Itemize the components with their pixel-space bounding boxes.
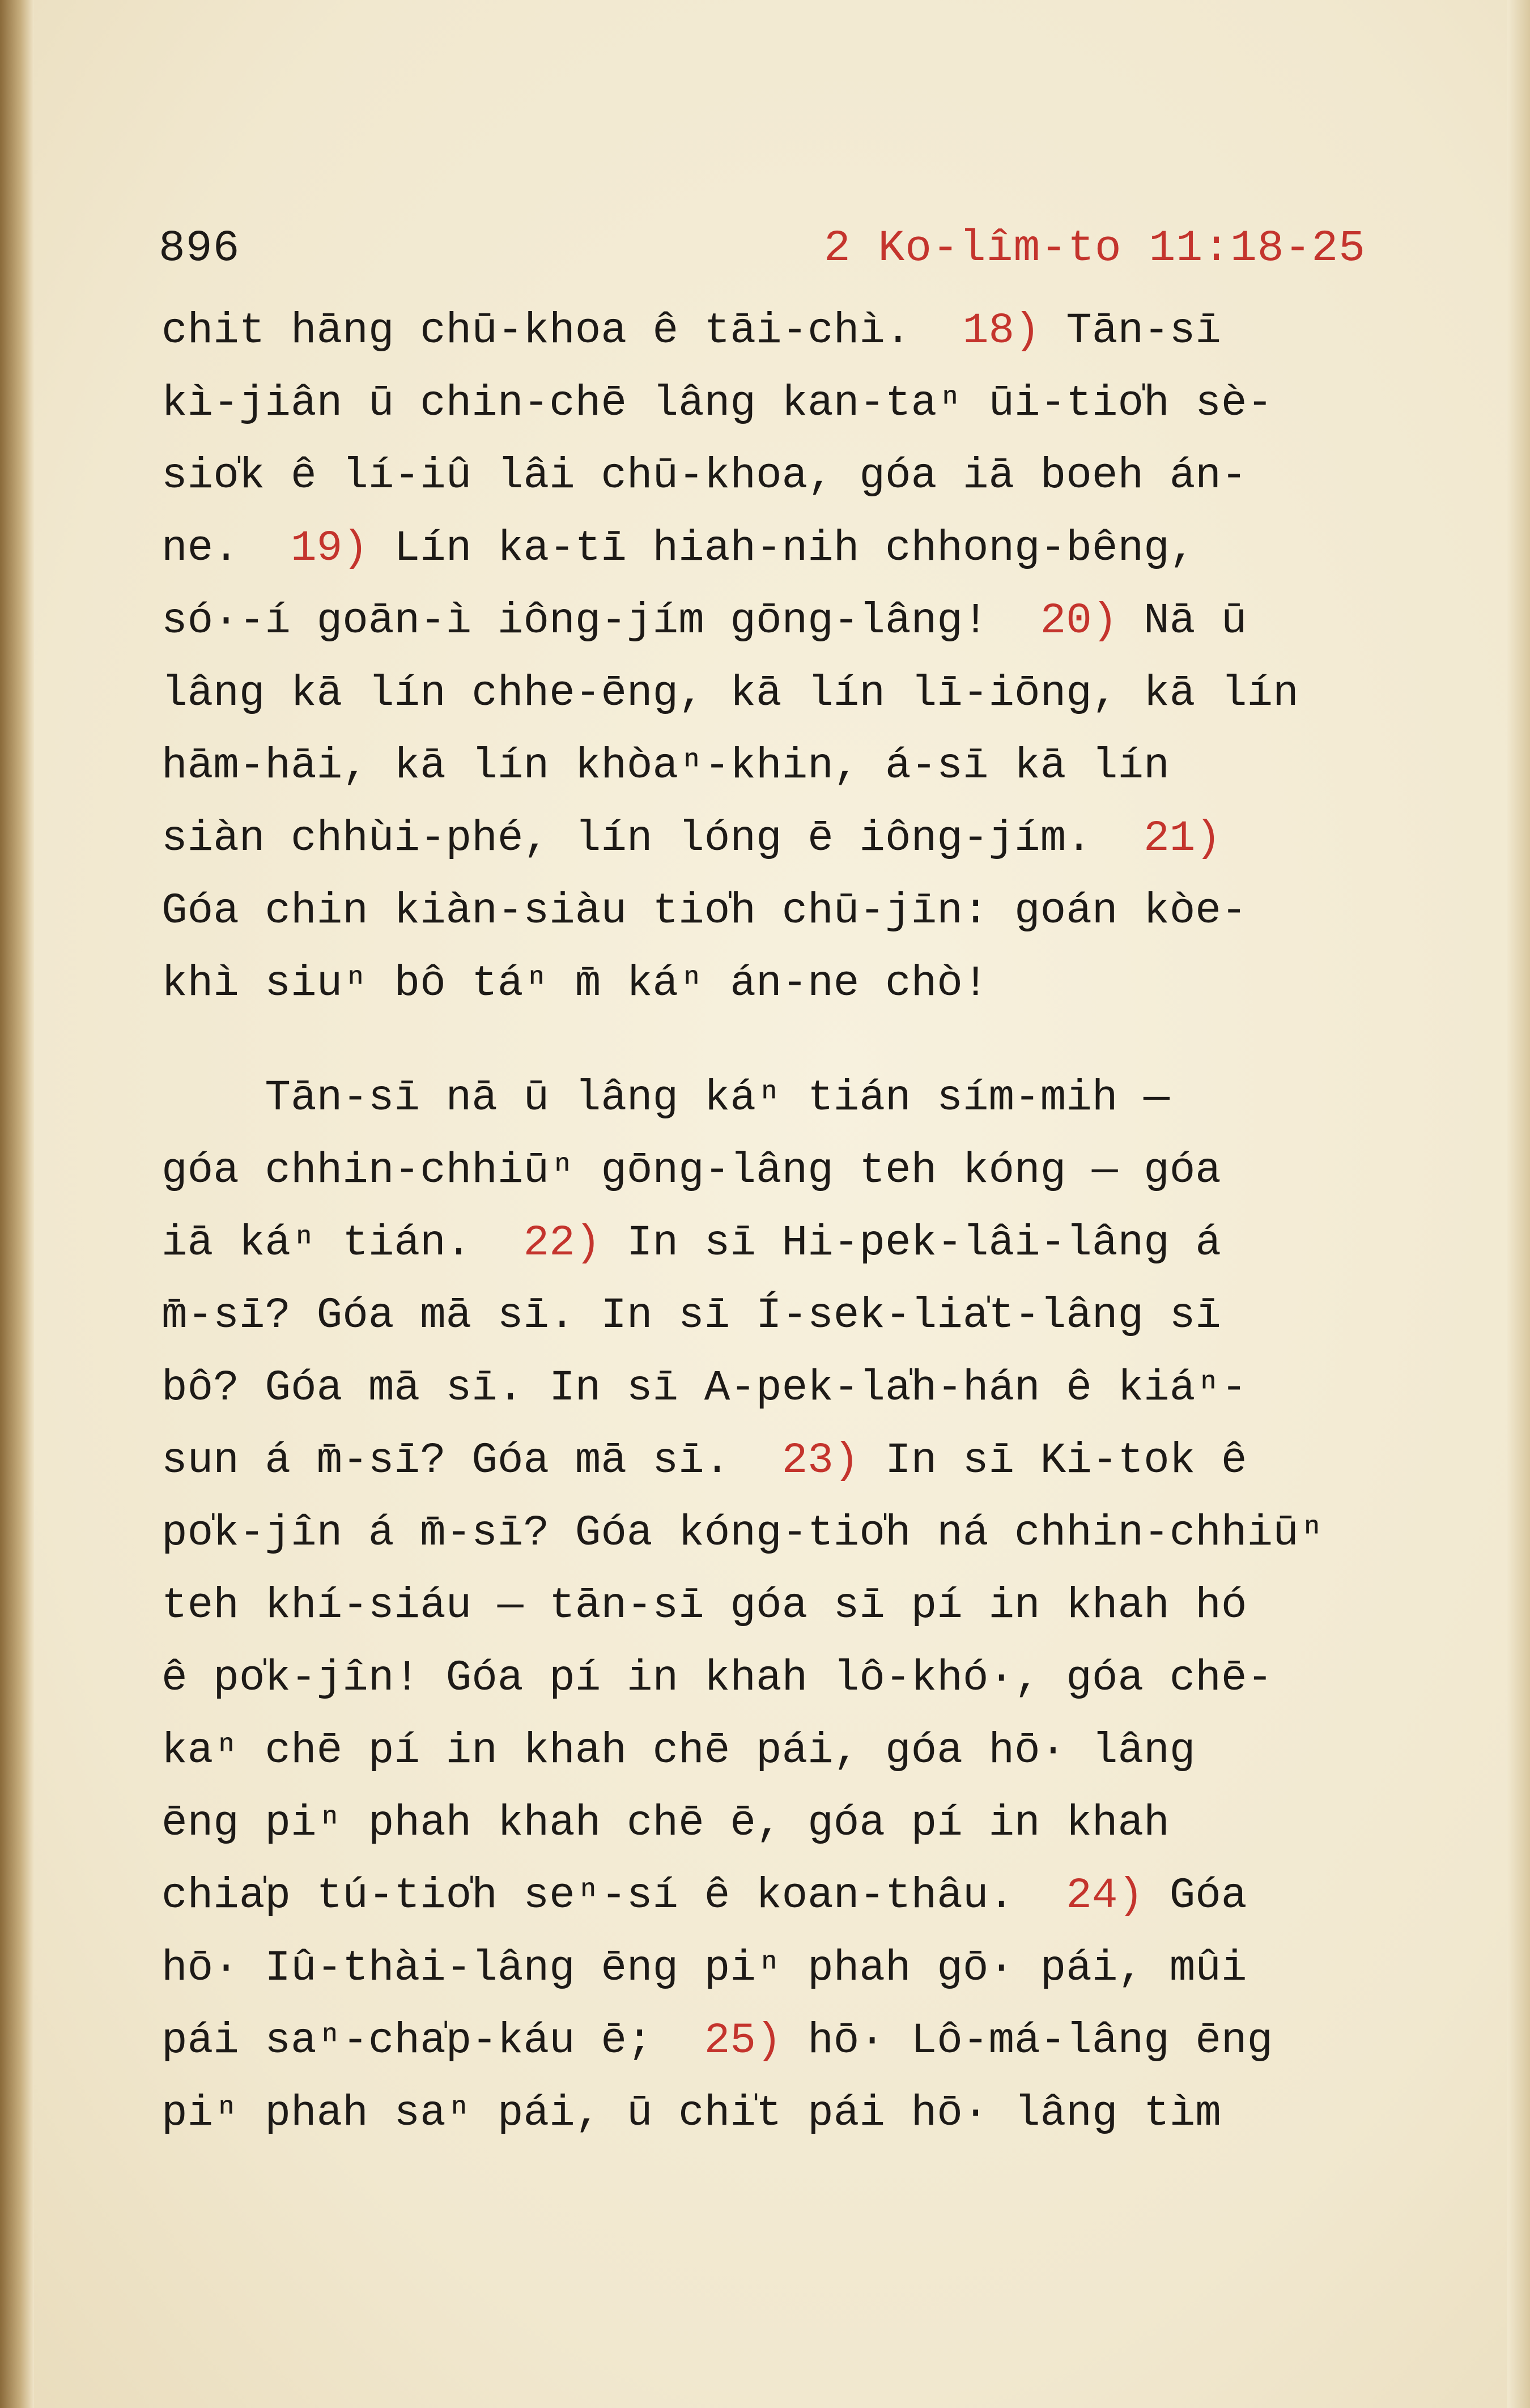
text-line — [162, 802, 1408, 875]
text-segment: chit hāng chū-khoa ê tāi-chì. — [162, 307, 963, 355]
text-line — [162, 1424, 1408, 1497]
text-segment: Góa — [1144, 1871, 1247, 1920]
running-head: 2 Ko-lîm-to 11:18-25 — [823, 224, 1366, 274]
text-segment: bô? Góa mā sī. In sī A-pek-la̍h-hán ê kiáⁿ- — [162, 1364, 1247, 1413]
text-line — [162, 1714, 1408, 1787]
verse-number: 19) — [291, 524, 368, 573]
text-segment: teh khí-siáu — tān-sī góa sī pí in khah hó — [162, 1581, 1247, 1630]
text-line — [162, 1134, 1408, 1207]
text-line — [162, 1497, 1408, 1569]
text-line — [162, 585, 1408, 657]
text-line — [162, 1062, 1408, 1134]
text-segment: ê po̍k-jîn! Góa pí in khah lô-khó·, góa chē- — [162, 1654, 1273, 1703]
text-segment: Tān-sī nā ū lâng káⁿ tián sím-mih — — [162, 1074, 1170, 1122]
verse-number: 24) — [1066, 1871, 1144, 1920]
text-line — [162, 947, 1408, 1020]
text-segment: sun á m̄-sī? Góa mā sī. — [162, 1436, 782, 1485]
book-spine — [0, 0, 34, 2408]
text-segment: kì-jiân ū chin-chē lâng kan-taⁿ ūi-tio̍h sè- — [162, 379, 1273, 428]
text-segment: iā káⁿ tián. — [162, 1219, 524, 1267]
text-segment: Lín ka-tī hiah-nih chhong-bêng, — [368, 524, 1196, 573]
text-line — [162, 2077, 1408, 2150]
text-line — [162, 440, 1408, 512]
text-segment: Góa chin kiàn-siàu tio̍h chū-jīn: goán kòe- — [162, 887, 1247, 935]
verse-number: 21) — [1144, 814, 1221, 863]
verse-number: 25) — [704, 2016, 782, 2065]
text-segment: piⁿ phah saⁿ pái, ū chi̍t pái hō· lâng tìm — [162, 2089, 1221, 2138]
text-segment: só·-í goān-ì iông-jím gōng-lâng! — [162, 597, 1040, 645]
text-line — [162, 367, 1408, 440]
text-line — [162, 1787, 1408, 1860]
verse-number: 23) — [781, 1436, 860, 1485]
text-segment: sio̍k ê lí-iû lâi chū-khoa, góa iā boeh án- — [162, 452, 1247, 500]
text-segment: Tān-sī — [1040, 307, 1221, 355]
text-line — [162, 1932, 1408, 2005]
text-line — [162, 1569, 1408, 1642]
text-line — [162, 1279, 1408, 1352]
text-line — [162, 512, 1408, 585]
verse-number: 18) — [962, 307, 1040, 355]
page-edge — [1507, 0, 1530, 2408]
text-segment: In sī Ki-tok ê — [859, 1436, 1247, 1485]
text-segment: hō· Lô-má-lâng ēng — [781, 2016, 1273, 2065]
paragraph-break — [162, 1020, 1408, 1062]
text-segment: chia̍p tú-tio̍h seⁿ-sí ê koan-thâu. — [162, 1871, 1066, 1920]
text-segment: siàn chhùi-phé, lín lóng ē iông-jím. — [162, 814, 1144, 863]
text-line — [162, 1642, 1408, 1714]
text-line — [162, 730, 1408, 802]
text-segment: hō· Iû-thài-lâng ēng piⁿ phah gō· pái, mûi — [162, 1944, 1247, 1993]
text-line — [162, 1207, 1408, 1279]
scripture-text — [162, 295, 1408, 2150]
page-number: 896 — [159, 224, 240, 274]
text-line — [162, 875, 1408, 947]
text-segment: In sī Hi-pek-lâi-lâng á — [601, 1219, 1221, 1267]
text-segment: Nā ū — [1117, 597, 1247, 645]
text-line — [162, 1860, 1408, 1932]
text-segment: góa chhin-chhiūⁿ gōng-lâng teh kóng — góa — [162, 1146, 1221, 1195]
text-segment: po̍k-jîn á m̄-sī? Góa kóng-tio̍h ná chhin-chhiūⁿ — [162, 1509, 1325, 1558]
verse-number: 20) — [1040, 597, 1118, 645]
text-segment: lâng kā lín chhe-ēng, kā lín lī-iōng, kā lín — [162, 669, 1299, 718]
text-line — [162, 295, 1408, 367]
verse-number: 22) — [523, 1219, 601, 1267]
text-segment: kaⁿ chē pí in khah chē pái, góa hō· lâng — [162, 1726, 1196, 1775]
text-segment: ne. — [162, 524, 291, 573]
text-segment: pái saⁿ-cha̍p-káu ē; — [162, 2016, 704, 2065]
page-header — [159, 224, 1366, 280]
text-segment: ēng piⁿ phah khah chē ē, góa pí in khah — [162, 1799, 1170, 1848]
text-line — [162, 2005, 1408, 2077]
text-line — [162, 1352, 1408, 1424]
text-segment: hām-hāi, kā lín khòaⁿ-khin, á-sī kā lín — [162, 742, 1170, 790]
text-segment: khì siuⁿ bô táⁿ m̄ káⁿ án-ne chò! — [162, 959, 989, 1008]
text-segment: m̄-sī? Góa mā sī. In sī Í-sek-lia̍t-lâng sī — [162, 1291, 1221, 1340]
text-line — [162, 657, 1408, 730]
